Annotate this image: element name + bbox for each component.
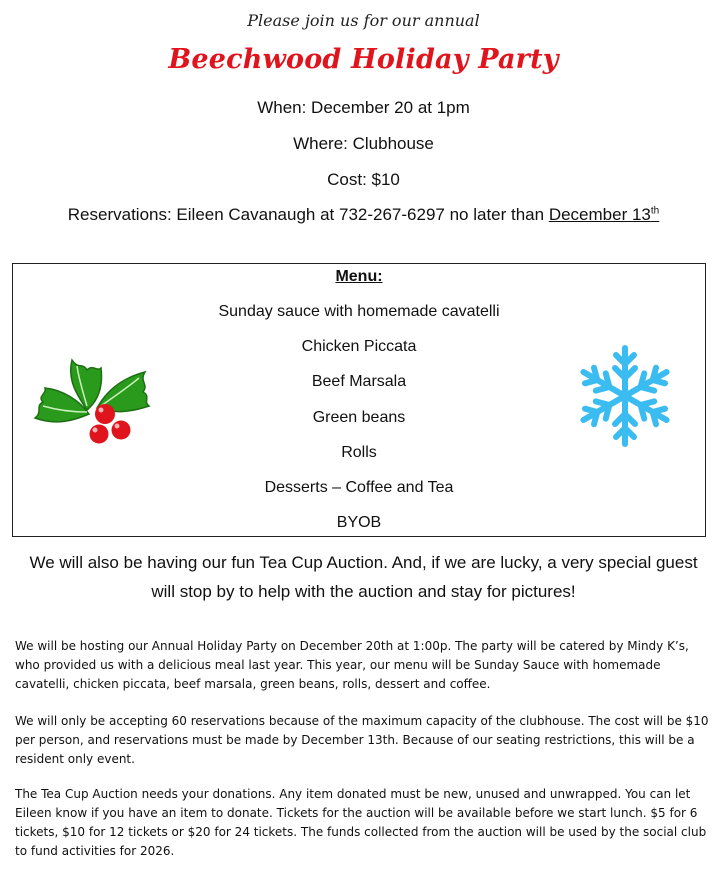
paragraph-hosting: We will be hosting our Annual Holiday Party on December 20th at 1:00p. The party will be catered by Mindy K’s, who provided us with a delicious meal last year. This year, our menu will be Sunday Sauce with homemade cavatelli, chicken piccata, beef marsala, green beans, rolls, dessert and coffee.	[15, 639, 689, 691]
paragraph-auction: The Tea Cup Auction needs your donations. Any item donated must be new, unused and unwrapped. You can let Eileen know if you have an item to donate. Tickets for the auction will be available before we start lunch. $5 for 6 tickets, $10 for 12 tickets or $20 for 24 tickets. The funds collected from the auction will be used by the social club to fund activities for 2026.	[15, 787, 707, 858]
menu-title: Menu:	[335, 268, 383, 285]
menu-item: Beef Marsala	[311, 373, 407, 390]
reservations-text: Reservations: Eileen Cavanaugh at 732-267-6297 no later than	[67, 205, 549, 224]
reservations-line	[0, 205, 727, 225]
when-line: When: December 20 at 1pm	[257, 98, 470, 117]
paragraph-reservations: We will only be accepting 60 reservations because of the maximum capacity of the clubhouse. The cost will be $10 per person, and reservations must be made by December 13th. Because of our seating restrictions, this will be a resident only event.	[15, 714, 709, 766]
menu-item: Green beans	[312, 409, 406, 426]
snowflake-icon	[563, 344, 687, 448]
menu-item: Rolls	[341, 444, 377, 461]
auction-note-line: We will also be having our fun Tea Cup Auction. And, if we are lucky, a very special guest	[29, 553, 698, 572]
menu-item: Sunday sauce with homemade cavatelli	[218, 303, 500, 320]
auction-note-line: will stop by to help with the auction and stay for pictures!	[151, 582, 576, 601]
page-title: Beechwood Holiday Party	[168, 44, 559, 75]
menu-item: Desserts – Coffee and Tea	[264, 479, 454, 496]
holly-icon	[27, 340, 165, 452]
reservations-deadline: December 13th	[548, 205, 660, 224]
invite-line: Please join us for our annual	[247, 11, 480, 30]
menu-item: Chicken Piccata	[301, 338, 417, 355]
menu-box	[12, 263, 706, 537]
auction-note	[0, 548, 727, 606]
menu-item: BYOB	[336, 514, 382, 531]
cost-line: Cost: $10	[327, 170, 400, 189]
where-line: Where: Clubhouse	[293, 134, 434, 153]
